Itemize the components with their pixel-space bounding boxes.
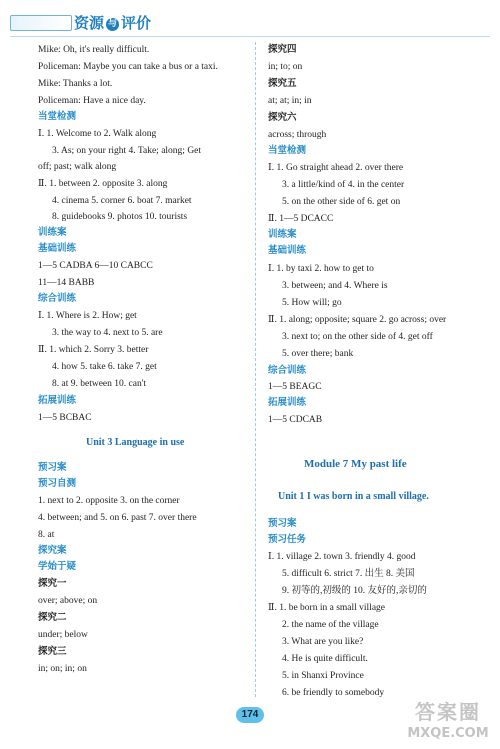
section-heading-extension: 拓展训练 [38, 395, 77, 406]
answer-line: 3. next to; on the other side of 4. get off [282, 332, 433, 342]
answer-line: off; past; walk along [38, 162, 117, 172]
answer-line: 8. at 9. between 10. can't [52, 379, 147, 389]
unit-title: Unit 3 Language in use [86, 437, 185, 448]
answer-line: 4. how 5. take 6. take 7. get [52, 362, 157, 372]
answer-line: Ⅱ. 1. which 2. Sorry 3. better [38, 345, 149, 355]
section-heading-class-check: 当堂检测 [268, 145, 307, 156]
column-divider [255, 42, 257, 697]
answer-line: over; above; on [38, 596, 98, 606]
section-heading-comprehensive: 综合训练 [38, 293, 77, 304]
answer-line: 5. on the other side of 6. get on [282, 197, 401, 207]
answer-line: Ⅱ. 1. along; opposite; square 2. go across; over [268, 315, 447, 325]
dialogue-line: Mike: Oh, it's really difficult. [38, 45, 150, 55]
answer-line: 8. guidebooks 9. photos 10. tourists [52, 212, 188, 222]
answer-line: 3. a little/kind of 4. in the center [282, 180, 405, 190]
answer-line: 6. be friendly to somebody [282, 688, 385, 698]
header-band [10, 15, 72, 31]
answer-line: 5. How will; go [282, 298, 342, 308]
section-heading-extension: 拓展训练 [268, 397, 307, 408]
dialogue-line: Policeman: Maybe you can take a bus or a taxi. [38, 62, 218, 72]
answer-line: 3. the way to 4. next to 5. are [52, 328, 163, 338]
answer-line: 5. difficult 6. strict 7. 出生 8. 美国 [282, 569, 415, 579]
answer-line: 1—5 CDCAB [268, 415, 323, 425]
header-title-right: 评价 [121, 14, 152, 32]
explore-label: 探究四 [268, 44, 297, 55]
section-heading-preview: 预习案 [268, 518, 297, 529]
answer-line: 5. in Shanxi Province [282, 671, 364, 681]
answer-line: 4. between; and 5. on 6. past 7. over there [38, 513, 197, 523]
answer-line: at; at; in; in [268, 96, 312, 106]
answer-line: 1. next to 2. opposite 3. on the corner [38, 496, 180, 506]
section-heading-preview: 预习案 [38, 462, 67, 473]
answer-line: 3. What are you like? [282, 637, 364, 647]
answer-line: 9. 初等的,初级的 10. 友好的,亲切的 [282, 586, 427, 596]
section-heading-learn: 学始于疑 [38, 561, 77, 572]
header-title [74, 12, 151, 33]
module-title: Module 7 My past life [304, 458, 407, 470]
answer-line: Ⅰ. 1. Where is 2. How; get [38, 311, 137, 321]
answer-line: 11—14 BABB [38, 278, 95, 288]
header-title-mark: 与 [108, 19, 118, 29]
answer-line: 1—5 BCBAC [38, 413, 92, 423]
explore-label: 探究二 [38, 612, 67, 623]
answer-line: 5. over there; bank [282, 349, 354, 359]
answer-line: Ⅰ. 1. village 2. town 3. friendly 4. good [268, 552, 416, 562]
watermark-bottom: MXQE.COM [407, 726, 489, 741]
answer-line: Ⅰ. 1. by taxi 2. how to get to [268, 264, 374, 274]
page-number: 174 [236, 707, 264, 723]
section-heading-comprehensive: 综合训练 [268, 365, 307, 376]
unit-title: Unit 1 I was born in a small village. [278, 491, 429, 502]
answer-line: 4. cinema 5. corner 6. boat 7. market [52, 196, 192, 206]
explore-label: 探究一 [38, 578, 67, 589]
answer-line: Ⅰ. 1. Go straight ahead 2. over there [268, 163, 404, 173]
answer-line: Ⅱ. 1. be born in a small village [268, 603, 386, 613]
header-title-left: 资源 [74, 14, 105, 32]
section-heading-task: 预习任务 [268, 534, 307, 545]
answer-line: 1—5 BEAGC [268, 382, 322, 392]
header-rule [10, 36, 490, 37]
dialogue-line: Mike: Thanks a lot. [38, 79, 113, 89]
watermark-top: 答案圈 [415, 700, 481, 724]
watermark [400, 696, 496, 746]
explore-label: 探究六 [268, 112, 297, 123]
answer-line: 4. He is quite difficult. [282, 654, 368, 664]
answer-line: in; to; on [268, 62, 303, 72]
answer-line: 3. As; on your right 4. Take; along; Get [52, 146, 202, 156]
section-heading-training: 训练案 [268, 229, 297, 240]
dialogue-line: Policeman: Have a nice day. [38, 96, 146, 106]
section-heading-explore: 探究案 [38, 545, 67, 556]
section-heading-basic: 基础训练 [38, 243, 77, 254]
answer-line: 1—5 CADBA 6—10 CABCC [38, 261, 153, 271]
page-header [10, 12, 180, 34]
answer-line: 8. at [38, 530, 55, 540]
answer-line: across; through [268, 130, 327, 140]
section-heading-class-check: 当堂检测 [38, 111, 77, 122]
answer-line: Ⅱ. 1. between 2. opposite 3. along [38, 179, 168, 189]
answer-line: 3. between; and 4. Where is [282, 281, 388, 291]
section-heading-training: 训练案 [38, 227, 67, 238]
section-heading-selftest: 预习自测 [38, 478, 77, 489]
answer-line: in; on; in; on [38, 664, 87, 674]
answer-line: 2. the name of the village [282, 620, 379, 630]
explore-label: 探究五 [268, 78, 297, 89]
answer-line: Ⅰ. 1. Welcome to 2. Walk along [38, 129, 157, 139]
answer-line: under; below [38, 630, 88, 640]
answer-line: Ⅱ. 1—5 DCACC [268, 214, 334, 224]
section-heading-basic: 基础训练 [268, 245, 307, 256]
explore-label: 探究三 [38, 646, 67, 657]
